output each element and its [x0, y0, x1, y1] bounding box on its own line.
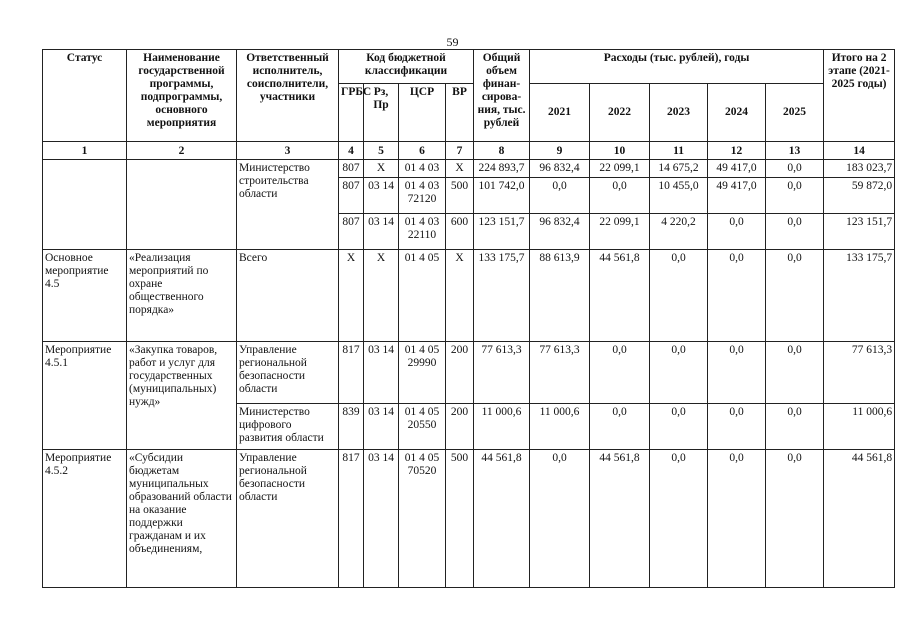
cell-rzpr: 03 14 — [364, 214, 399, 250]
column-number: 8 — [474, 142, 530, 160]
header-year-2022: 2022 — [590, 84, 650, 142]
cell-y2023: 0,0 — [650, 404, 708, 450]
cell-y2025: 0,0 — [766, 214, 824, 250]
cell-y2025: 0,0 — [766, 160, 824, 178]
cell-executor: Всего — [237, 250, 339, 342]
cell-executor: Министерство строительства области — [237, 160, 339, 250]
cell-y2022: 0,0 — [590, 404, 650, 450]
header-year-2021: 2021 — [530, 84, 590, 142]
cell-y2023: 4 220,2 — [650, 214, 708, 250]
header-vr: ВР — [446, 84, 474, 142]
cell-stage-total: 44 561,8 — [824, 450, 895, 588]
cell-y2021: 11 000,6 — [530, 404, 590, 450]
header-rzpr: Рз, Пр — [364, 84, 399, 142]
cell-rzpr: Х — [364, 250, 399, 342]
table-row — [43, 342, 895, 404]
page-number: 59 — [446, 35, 459, 49]
cell-grbs: 807 — [339, 178, 364, 214]
cell-y2023: 0,0 — [650, 342, 708, 404]
column-number: 13 — [766, 142, 824, 160]
table-row — [43, 450, 895, 588]
cell-vr: Х — [446, 250, 474, 342]
cell-y2022: 0,0 — [590, 178, 650, 214]
table-row — [43, 250, 895, 342]
cell-stage-total: 123 151,7 — [824, 214, 895, 250]
column-number: 7 — [446, 142, 474, 160]
cell-status — [43, 160, 127, 250]
cell-grbs: 817 — [339, 450, 364, 588]
table-row — [43, 160, 895, 178]
cell-y2024: 0,0 — [708, 450, 766, 588]
cell-csr: 01 4 05 29990 — [399, 342, 446, 404]
column-number: 11 — [650, 142, 708, 160]
cell-executor: Управление региональной безопасности области — [237, 450, 339, 588]
header-executor: Ответственный исполнитель, соисполнители, участники — [237, 50, 339, 142]
column-number: 2 — [127, 142, 237, 160]
cell-vr: 500 — [446, 178, 474, 214]
header-stage-total: Итого на 2 этапе (2021-2025 годы) — [824, 50, 895, 142]
column-number: 10 — [590, 142, 650, 160]
cell-y2024: 0,0 — [708, 342, 766, 404]
cell-rzpr: 03 14 — [364, 404, 399, 450]
cell-y2025: 0,0 — [766, 404, 824, 450]
cell-y2024: 49 417,0 — [708, 178, 766, 214]
cell-vr: 500 — [446, 450, 474, 588]
cell-vr: 200 — [446, 342, 474, 404]
cell-vr: 200 — [446, 404, 474, 450]
header-total-volume: Общий объем финан-сирова-ния, тыс. рублей — [474, 50, 530, 142]
cell-total: 123 151,7 — [474, 214, 530, 250]
cell-stage-total: 11 000,6 — [824, 404, 895, 450]
cell-status: Основное мероприятие 4.5 — [43, 250, 127, 342]
cell-grbs: 817 — [339, 342, 364, 404]
cell-y2023: 0,0 — [650, 250, 708, 342]
header-year-2024: 2024 — [708, 84, 766, 142]
cell-csr: 01 4 03 72120 — [399, 178, 446, 214]
cell-y2021: 77 613,3 — [530, 342, 590, 404]
cell-stage-total: 59 872,0 — [824, 178, 895, 214]
cell-y2021: 96 832,4 — [530, 160, 590, 178]
cell-y2023: 0,0 — [650, 450, 708, 588]
cell-y2025: 0,0 — [766, 342, 824, 404]
header-expenses: Расходы (тыс. рублей), годы — [530, 50, 824, 84]
cell-y2021: 88 613,9 — [530, 250, 590, 342]
cell-vr: Х — [446, 160, 474, 178]
cell-executor: Министерство цифрового развития области — [237, 404, 339, 450]
cell-total: 133 175,7 — [474, 250, 530, 342]
cell-name — [127, 160, 237, 250]
cell-csr: 01 4 05 — [399, 250, 446, 342]
cell-csr: 01 4 03 — [399, 160, 446, 178]
column-number: 4 — [339, 142, 364, 160]
cell-grbs: Х — [339, 250, 364, 342]
column-number: 6 — [399, 142, 446, 160]
cell-y2022: 22 099,1 — [590, 160, 650, 178]
cell-rzpr: 03 14 — [364, 342, 399, 404]
cell-name: «Субсидии бюджетам муниципальных образований области на оказание поддержки гражданам и их объединениям, — [127, 450, 237, 588]
header-csr: ЦСР — [399, 84, 446, 142]
header-year-2025: 2025 — [766, 84, 824, 142]
column-number: 1 — [43, 142, 127, 160]
column-number: 14 — [824, 142, 895, 160]
header-grbs: ГРБС — [339, 84, 364, 142]
cell-total: 101 742,0 — [474, 178, 530, 214]
cell-total: 11 000,6 — [474, 404, 530, 450]
cell-vr: 600 — [446, 214, 474, 250]
cell-grbs: 839 — [339, 404, 364, 450]
header-year-2023: 2023 — [650, 84, 708, 142]
cell-status: Мероприятие 4.5.2 — [43, 450, 127, 588]
cell-total: 77 613,3 — [474, 342, 530, 404]
cell-y2024: 49 417,0 — [708, 160, 766, 178]
cell-stage-total: 183 023,7 — [824, 160, 895, 178]
column-number: 3 — [237, 142, 339, 160]
cell-total: 224 893,7 — [474, 160, 530, 178]
cell-csr: 01 4 05 70520 — [399, 450, 446, 588]
header-status: Статус — [43, 50, 127, 142]
cell-stage-total: 133 175,7 — [824, 250, 895, 342]
cell-stage-total: 77 613,3 — [824, 342, 895, 404]
cell-y2022: 22 099,1 — [590, 214, 650, 250]
header-name: Наименование государственной программы, подпрограммы, основного мероприятия — [127, 50, 237, 142]
cell-y2025: 0,0 — [766, 450, 824, 588]
cell-y2021: 0,0 — [530, 450, 590, 588]
cell-y2025: 0,0 — [766, 250, 824, 342]
cell-y2024: 0,0 — [708, 214, 766, 250]
cell-csr: 01 4 05 20550 — [399, 404, 446, 450]
cell-y2022: 0,0 — [590, 342, 650, 404]
cell-rzpr: 03 14 — [364, 450, 399, 588]
cell-grbs: 807 — [339, 214, 364, 250]
cell-grbs: 807 — [339, 160, 364, 178]
cell-rzpr: Х — [364, 160, 399, 178]
cell-y2023: 10 455,0 — [650, 178, 708, 214]
budget-table — [42, 49, 895, 588]
cell-rzpr: 03 14 — [364, 178, 399, 214]
column-number: 12 — [708, 142, 766, 160]
cell-status: Мероприятие 4.5.1 — [43, 342, 127, 450]
cell-y2021: 0,0 — [530, 178, 590, 214]
header-budget-code: Код бюджетной классификации — [339, 50, 474, 84]
cell-y2021: 96 832,4 — [530, 214, 590, 250]
cell-name: «Реализация мероприятий по охране общественного порядка» — [127, 250, 237, 342]
cell-executor: Управление региональной безопасности области — [237, 342, 339, 404]
cell-csr: 01 4 03 22110 — [399, 214, 446, 250]
column-number: 5 — [364, 142, 399, 160]
cell-y2025: 0,0 — [766, 178, 824, 214]
cell-y2022: 44 561,8 — [590, 450, 650, 588]
cell-y2024: 0,0 — [708, 250, 766, 342]
cell-y2022: 44 561,8 — [590, 250, 650, 342]
cell-y2024: 0,0 — [708, 404, 766, 450]
cell-y2023: 14 675,2 — [650, 160, 708, 178]
column-number: 9 — [530, 142, 590, 160]
cell-total: 44 561,8 — [474, 450, 530, 588]
cell-name: «Закупка товаров, работ и услуг для государственных (муниципальных) нужд» — [127, 342, 237, 450]
